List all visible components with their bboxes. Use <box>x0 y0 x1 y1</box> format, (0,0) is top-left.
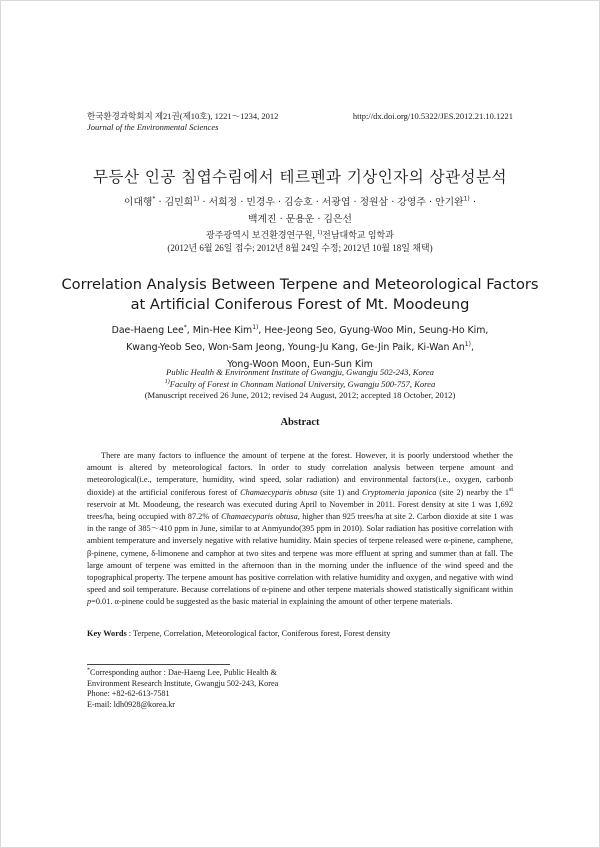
author-name: 강영주 <box>397 197 426 208</box>
author-separator: , <box>281 342 288 353</box>
english-affiliation-1: Public Health & Environment Institute of Gwangju, Gwangju 502-243, Korea <box>166 367 434 377</box>
author-name: 김승호 <box>284 197 313 208</box>
footnote-line-2: Environment Research Institute, Gwangju 502-243, Korea <box>87 678 279 688</box>
author-affiliation-marker: 1) <box>193 195 200 203</box>
author-name: 김은선 <box>323 214 352 225</box>
keywords-label: Key Words <box>87 629 127 638</box>
author-name: Dae-Haeng Lee <box>111 325 184 336</box>
author-separator: · <box>237 197 247 208</box>
author-name: Won-Sam Jeong <box>208 342 282 353</box>
author-name: 이대행 <box>124 197 153 208</box>
author-name: 민경우 <box>246 197 275 208</box>
abstract-text: =0.01. α-pinene could be suggested as the basic material in explaining the amount of other terpene materials. <box>91 597 453 607</box>
author-separator: · <box>155 197 165 208</box>
abstract-heading: Abstract <box>280 417 320 428</box>
keywords <box>87 628 513 640</box>
author-separator: , <box>411 342 418 353</box>
author-affiliation-marker: 1) <box>463 195 470 203</box>
author-name: Yong-Woon Moon <box>227 359 307 370</box>
english-title <box>1 275 599 315</box>
author-separator: , <box>186 325 193 336</box>
species-name: Chamaecyparis obtusa <box>240 487 318 497</box>
author-affiliation-marker: * <box>152 195 156 203</box>
author-name: 백계진 <box>248 214 277 225</box>
author-separator: · <box>425 197 436 208</box>
author-name: Ge-Jin Paik <box>361 342 412 353</box>
english-authors-line-2 <box>61 339 539 356</box>
author-separator: · <box>350 197 360 208</box>
author-separator: , <box>202 342 209 353</box>
author-name: Min-Hee Kim <box>192 325 253 336</box>
english-authors <box>61 322 539 373</box>
author-name: Seung-Ho Kim, <box>418 325 489 336</box>
author-name: Kwang-Yeob Seo <box>126 342 203 353</box>
author-name: 서희정 <box>208 197 238 208</box>
korean-dates: (2012년 6월 26일 접수; 2012년 8월 24일 수정; 2012년 10월 18일 채택) <box>167 243 433 253</box>
author-separator: · <box>388 197 398 208</box>
footnote-email[interactable]: E-mail: ldh0928@korea.kr <box>87 699 176 709</box>
author-separator: · <box>274 197 285 208</box>
abstract-text: There are many factors to influence the amount of terpene at the forest. However, it is poorly understood whether the amount is altered by meteorological factors. In order to study correlation analysis between terpene amount and meteorological(i.e., temperature, humidity, wind speed, solar radiation) and environmental factors(i.e., oxygen, carbonb dioxide) at the artificial coniferous forest of <box>87 451 513 497</box>
author-name: Young-Ju Kang <box>287 342 356 353</box>
species-name: Chamaecyparis obtusa <box>221 512 298 522</box>
abstract-text: (site 1) and <box>317 487 363 497</box>
abstract-text: reservoir at Mt. Moodeung, the research was executed during April to November in 2011. Forest density at site 1 was 1,692 trees/ha, being occupied with 87.2% of <box>87 499 513 522</box>
footnote-phone: Phone: +82-62-613-7581 <box>87 689 170 699</box>
footnote-line-1 <box>87 668 347 679</box>
english-affiliation-2-text: Faculty of Forest in Chonnam National University, Gwangju 500-757, Korea <box>169 378 436 389</box>
author-name: 정원삼 <box>359 197 389 208</box>
korean-affiliation-second: 전남대학교 임학과 <box>322 230 394 240</box>
affiliation-marker: 1) <box>317 230 323 236</box>
author-name: Eun-Sun Kim <box>312 359 373 370</box>
journal-citation-korean: 한국환경과학회지 제21권(제10호), 1221～1234, 2012 <box>87 111 279 121</box>
author-separator: · <box>312 197 322 208</box>
korean-authors-line-1 <box>61 194 539 211</box>
footnote-marker: * <box>87 667 90 674</box>
english-title-line-1: Correlation Analysis Between Terpene and Meteorological Factors <box>61 276 539 293</box>
english-title-line-2: at Artificial Coniferous Forest of Mt. Moodeung <box>130 296 470 313</box>
manuscript-dates: (Manuscript received 26 June, 2012; revised 24 August, 2012; accepted 18 October, 2012) <box>144 390 456 400</box>
english-authors-line-1 <box>61 322 539 339</box>
ordinal-suffix: st <box>509 486 514 493</box>
abstract-text: (site 2) nearby the 1 <box>436 487 509 497</box>
author-name: Hee-Jeong Seo <box>264 325 334 336</box>
author-name: Ki-Wan An <box>417 342 465 353</box>
abstract-text: , higher than 925 trees/ha at site 2. Carbon dioxide at site 1 was in the range of 385～410 ppm in June, similar to at Anmyundo(395 ppm in 2010). Solar radiation has positive correlation with ambient temperature and inversely negative with relative humidity. Main species of terpene released were α-pinene, camphene, β-pinene, cymene, δ-limonene and camphor at two sites and terpene was more effluent at spring and summer than at fall. The large amount of terpene was emitted in the afternoon than in the morning under the influence of the wind speed and the topographical property. The terpene amount has positive correlation with relative humidity and oxygen, and negative with wind speed and soil temperature. Because correlations of α-pinene and other terpene materials showed statistically significant within <box>87 512 514 595</box>
korean-affiliation <box>1 229 599 242</box>
author-separator: , <box>306 359 313 370</box>
author-name: Gyung-Woo Min <box>339 325 413 336</box>
keywords-text: : Terpene, Correlation, Meteorological factor, Coniferous forest, Forest density <box>126 629 391 638</box>
korean-affiliation-block <box>1 229 599 255</box>
author-separator: · <box>276 214 286 225</box>
affiliation-marker: 1) <box>164 378 170 385</box>
english-affiliation-2 <box>1 379 599 391</box>
korean-authors <box>61 194 539 228</box>
korean-authors-line-2 <box>61 211 539 228</box>
author-affiliation-marker: 1) <box>464 340 471 348</box>
p-value-symbol: p <box>87 597 92 607</box>
author-affiliation-marker: 1) <box>252 323 259 331</box>
english-affiliation-block <box>1 367 599 402</box>
author-name: 김민희 <box>164 197 194 208</box>
korean-title: 무등산 인공 침엽수림에서 테르펜과 기상인자의 상관성분석 <box>93 168 507 186</box>
author-separator: , <box>355 342 362 353</box>
footnote-divider <box>87 664 230 665</box>
author-separator: , <box>470 342 474 353</box>
journal-name-english: Journal of the Environmental Sciences <box>87 122 219 132</box>
author-separator: · <box>314 214 324 225</box>
footnote-text: Corresponding author : Dae-Haeng Lee, Public Health & <box>90 668 277 677</box>
author-affiliation-marker: * <box>183 323 187 331</box>
citation-block <box>87 111 278 133</box>
species-name: Cryptomeria japonica <box>362 487 437 497</box>
doi-link[interactable]: http://dx.doi.org/10.5322/JES.2012.21.10.1221 <box>352 111 513 121</box>
author-separator: , <box>333 325 340 336</box>
author-name: 서광엽 <box>321 197 351 208</box>
author-separator: , <box>412 325 419 336</box>
abstract-body <box>87 450 513 609</box>
author-separator: , <box>258 325 265 336</box>
author-separator: · <box>469 197 476 208</box>
author-separator: · <box>199 197 209 208</box>
korean-affiliation-main: 광주광역시 보건환경연구원, <box>206 230 315 240</box>
corresponding-author-footnote <box>87 668 347 710</box>
author-name: 안기완 <box>435 197 464 208</box>
author-name: 문용운 <box>285 214 315 225</box>
